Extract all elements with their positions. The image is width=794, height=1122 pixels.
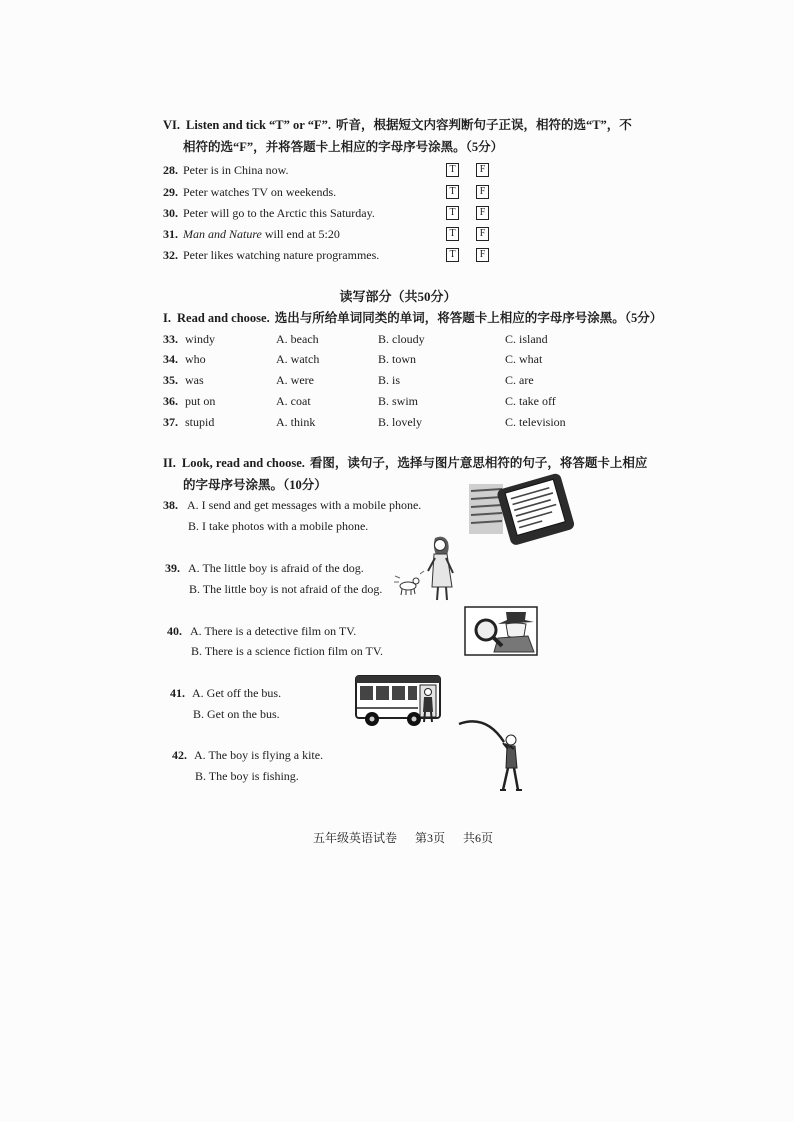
question-32-false-box: F bbox=[476, 248, 489, 262]
section-vi-instruction: 听音，根据短文内容判断句子正误，相符的选“T”，不 bbox=[335, 118, 632, 132]
question-32-text: Peter likes watching nature programmes. bbox=[183, 248, 380, 262]
section-i-heading bbox=[163, 311, 662, 325]
section-ii-heading bbox=[163, 456, 647, 470]
programme-title: Man and Nature bbox=[183, 227, 262, 241]
question-31-rest: will end at 5:20 bbox=[261, 227, 340, 241]
question-29-number: 29. bbox=[163, 185, 178, 199]
question-32-number: 32. bbox=[163, 248, 178, 262]
question-34-option-a: A. watch bbox=[276, 352, 320, 366]
question-31-text bbox=[183, 227, 340, 241]
part-title: 读写部分（共50分） bbox=[339, 289, 457, 304]
question-29-text: Peter watches TV on weekends. bbox=[183, 185, 337, 199]
question-39-number: 39. bbox=[165, 561, 180, 575]
question-28-text: Peter is in China now. bbox=[183, 163, 289, 177]
question-38-option-a: A. I send and get messages with a mobile phone. bbox=[187, 498, 422, 512]
question-31-number: 31. bbox=[163, 227, 178, 241]
question-30-false-box: F bbox=[476, 206, 489, 220]
question-37-option-c: C. television bbox=[505, 415, 566, 429]
section-i-instruction: 选出与所给单词同类的单词，将答题卡上相应的字母序号涂黑。（5分） bbox=[274, 311, 663, 325]
section-vi-heading bbox=[163, 118, 632, 132]
question-30-text: Peter will go to the Arctic this Saturday. bbox=[183, 206, 375, 220]
question-32-true-box: T bbox=[446, 248, 459, 262]
question-31-true-box: T bbox=[446, 227, 459, 241]
section-i-label: I. bbox=[163, 311, 171, 325]
bus-icon bbox=[354, 672, 444, 730]
question-42-number: 42. bbox=[172, 748, 187, 762]
question-33-number: 33. bbox=[163, 332, 178, 346]
section-vi-instruction-continued: 相符的选“F”，并将答题卡上相应的字母序号涂黑。（5分） bbox=[183, 140, 504, 154]
question-38-number: 38. bbox=[163, 498, 178, 512]
boy-and-dog-icon bbox=[392, 533, 464, 603]
question-38-option-b: B. I take photos with a mobile phone. bbox=[188, 519, 369, 533]
question-29-true-box: T bbox=[446, 185, 459, 199]
question-40-number: 40. bbox=[167, 624, 182, 638]
page-footer bbox=[313, 831, 493, 845]
question-28-number: 28. bbox=[163, 163, 178, 177]
question-35-word: was bbox=[185, 373, 204, 387]
question-37-option-a: A. think bbox=[276, 415, 316, 429]
question-33-option-a: A. beach bbox=[276, 332, 319, 346]
fishing-boy-icon bbox=[456, 718, 526, 794]
question-31-false-box: F bbox=[476, 227, 489, 241]
question-41-option-a: A. Get off the bus. bbox=[192, 686, 282, 700]
fishing-rod bbox=[459, 721, 504, 742]
question-36-option-a: A. coat bbox=[276, 394, 311, 408]
section-ii-label: II. bbox=[163, 456, 176, 470]
motion-lines bbox=[469, 484, 503, 534]
question-34-word: who bbox=[185, 352, 206, 366]
question-28-true-box: T bbox=[446, 163, 459, 177]
question-42-option-a: A. The boy is flying a kite. bbox=[194, 748, 324, 762]
question-41-option-b: B. Get on the bus. bbox=[193, 707, 280, 721]
question-33-option-c: C. island bbox=[505, 332, 548, 346]
question-40-option-b: B. There is a science fiction film on TV. bbox=[191, 644, 383, 658]
question-34-option-b: B. town bbox=[378, 352, 417, 366]
question-41-number: 41. bbox=[170, 686, 185, 700]
question-39-option-b: B. The little boy is not afraid of the dog. bbox=[189, 582, 383, 596]
question-37-option-b: B. lovely bbox=[378, 415, 422, 429]
mobile-phone-icon bbox=[467, 476, 579, 544]
section-vi-label: VI. bbox=[163, 118, 181, 132]
question-36-option-c: C. take off bbox=[505, 394, 556, 408]
detective-icon bbox=[464, 606, 538, 658]
question-35-option-c: C. are bbox=[505, 373, 534, 387]
section-ii-instruction: 看图，读句子，选择与图片意思相符的句子，将答题卡上相应 bbox=[309, 456, 648, 470]
question-33-option-b: B. cloudy bbox=[378, 332, 425, 346]
section-ii-instruction-continued: 的字母序号涂黑。（10分） bbox=[183, 478, 327, 492]
dog bbox=[394, 571, 424, 595]
question-40-option-a: A. There is a detective film on TV. bbox=[190, 624, 357, 638]
question-36-word: put on bbox=[185, 394, 216, 408]
question-34-option-c: C. what bbox=[505, 352, 543, 366]
fishing-boy bbox=[500, 735, 522, 790]
question-36-option-b: B. swim bbox=[378, 394, 419, 408]
question-29-false-box: F bbox=[476, 185, 489, 199]
question-39-option-a: A. The little boy is afraid of the dog. bbox=[188, 561, 364, 575]
boy-figure bbox=[428, 537, 453, 600]
question-35-option-b: B. is bbox=[378, 373, 401, 387]
mobile-phone bbox=[496, 472, 575, 546]
question-28-false-box: F bbox=[476, 163, 489, 177]
question-35-number: 35. bbox=[163, 373, 178, 387]
question-36-number: 36. bbox=[163, 394, 178, 408]
question-35-option-a: A. were bbox=[276, 373, 314, 387]
question-30-true-box: T bbox=[446, 206, 459, 220]
page-total: 共6页 bbox=[463, 831, 494, 845]
question-34-number: 34. bbox=[163, 352, 178, 366]
section-vi-title: Listen and tick “T” or “F”. bbox=[186, 118, 331, 132]
question-42-option-b: B. The boy is fishing. bbox=[195, 769, 299, 783]
section-ii-title: Look, read and choose. bbox=[181, 456, 305, 470]
question-37-word: stupid bbox=[185, 415, 215, 429]
question-37-number: 37. bbox=[163, 415, 178, 429]
question-33-word: windy bbox=[185, 332, 215, 346]
question-30-number: 30. bbox=[163, 206, 178, 220]
section-i-title: Read and choose. bbox=[177, 311, 270, 325]
paper-title: 五年级英语试卷 bbox=[313, 831, 398, 845]
page-number: 第3页 bbox=[415, 831, 446, 845]
